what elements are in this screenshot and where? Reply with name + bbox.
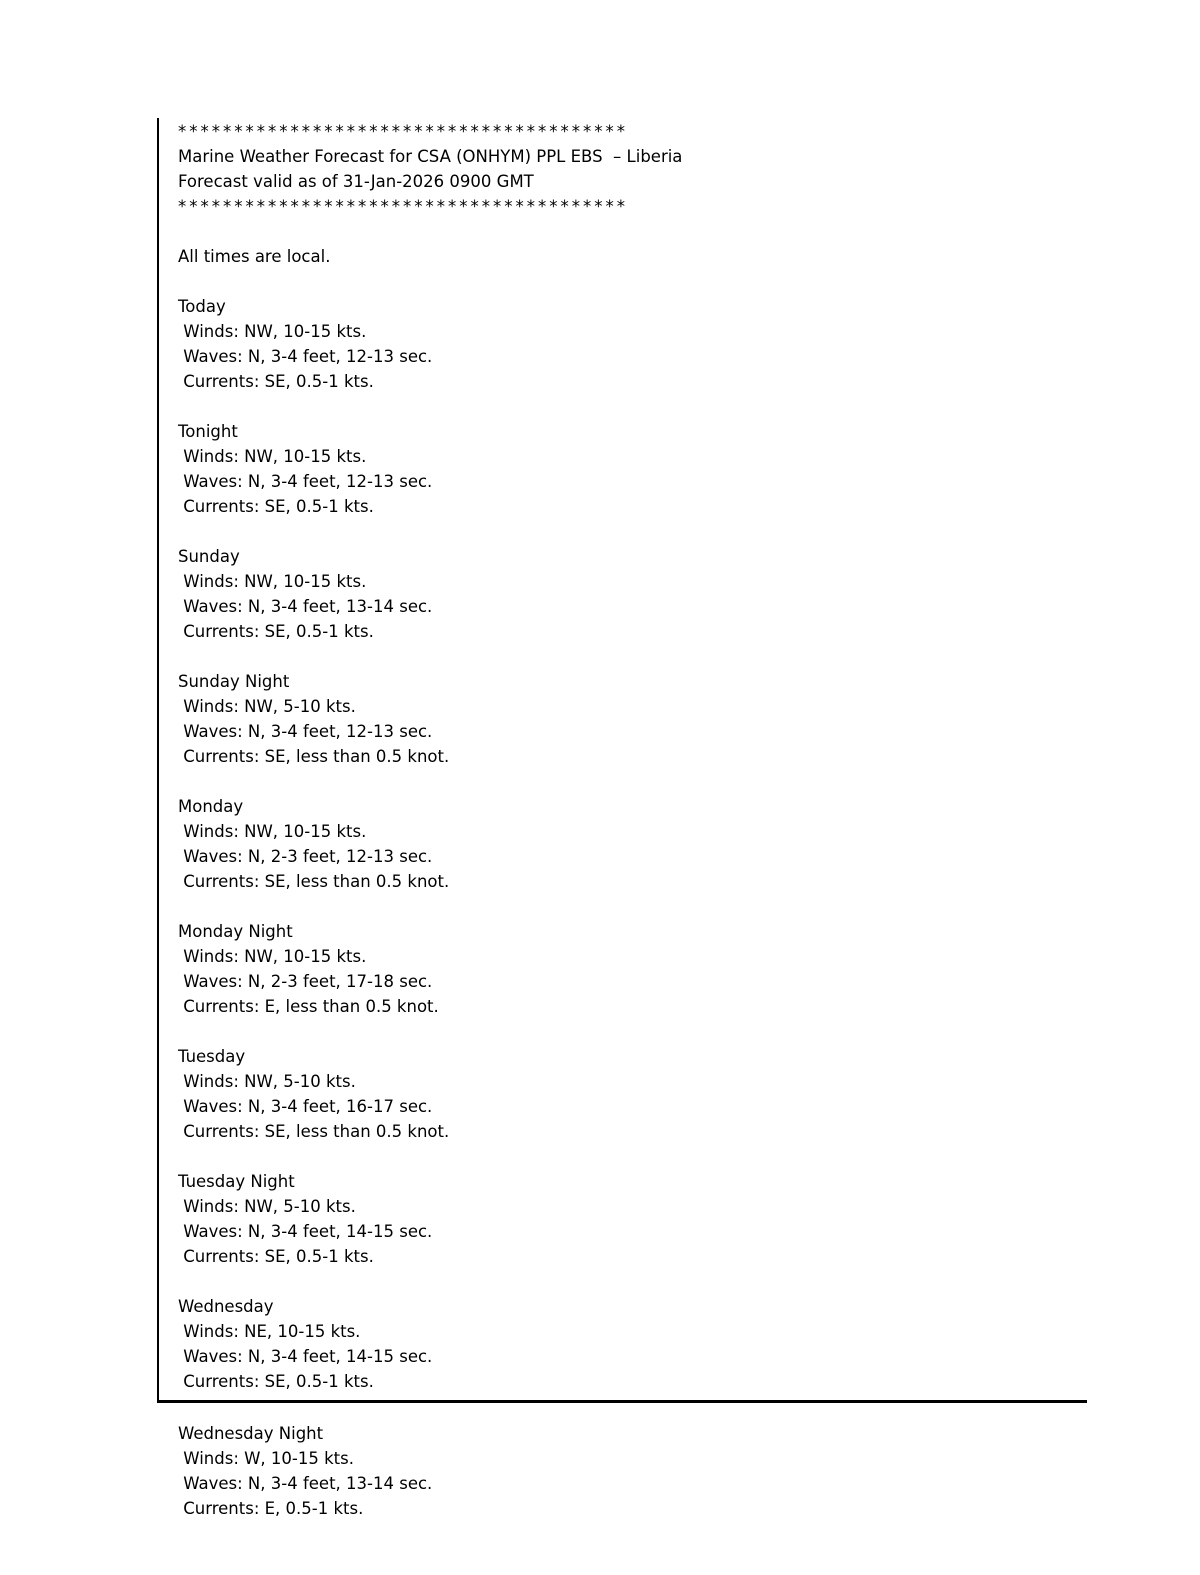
forecast-section-sunday: [178, 544, 1087, 644]
forecast-section-tuesday: [178, 1044, 1087, 1144]
section-line-waves: Waves: N, 3-4 feet, 14-15 sec.: [178, 1347, 433, 1366]
section-line-winds: Winds: NW, 5-10 kts.: [178, 697, 356, 716]
section-heading: Tuesday: [178, 1047, 246, 1066]
section-line-currents: Currents: SE, 0.5-1 kts.: [178, 622, 374, 641]
section-line-currents: Currents: E, less than 0.5 knot.: [178, 997, 439, 1016]
section-line-waves: Waves: N, 3-4 feet, 12-13 sec.: [178, 347, 433, 366]
section-heading: Tonight: [178, 422, 238, 441]
forecast-section-wednesday-night: [178, 1421, 432, 1521]
header-block: [178, 119, 1087, 219]
section-heading: Wednesday: [178, 1297, 274, 1316]
section-line-winds: Winds: NW, 10-15 kts.: [178, 322, 367, 341]
section-heading: Sunday: [178, 547, 240, 566]
section-line-winds: Winds: NE, 10-15 kts.: [178, 1322, 361, 1341]
section-line-winds: Winds: NW, 10-15 kts.: [178, 947, 367, 966]
section-line-currents: Currents: SE, less than 0.5 knot.: [178, 872, 450, 891]
section-line-waves: Waves: N, 3-4 feet, 12-13 sec.: [178, 722, 433, 741]
forecast-section-tuesday-night: [178, 1169, 1087, 1269]
section-line-winds: Winds: NW, 10-15 kts.: [178, 822, 367, 841]
section-line-waves: Waves: N, 3-4 feet, 12-13 sec.: [178, 472, 433, 491]
section-heading: Wednesday Night: [178, 1424, 324, 1443]
title-line-1: Marine Weather Forecast for CSA (ONHYM) PPL EBS – Liberia: [178, 147, 683, 166]
forecast-section-today: [178, 294, 1087, 394]
title-line-2: Forecast valid as of 31-Jan-2026 0900 GMT: [178, 172, 534, 191]
section-heading: Monday Night: [178, 922, 293, 941]
section-line-currents: Currents: SE, 0.5-1 kts.: [178, 497, 374, 516]
section-line-winds: Winds: NW, 5-10 kts.: [178, 1072, 356, 1091]
section-heading: Tuesday Night: [178, 1172, 295, 1191]
section-heading: Today: [178, 297, 226, 316]
section-line-winds: Winds: NW, 5-10 kts.: [178, 1197, 356, 1216]
forecast-section-wednesday: [178, 1294, 1087, 1394]
section-heading: Sunday Night: [178, 672, 290, 691]
section-line-winds: Winds: W, 10-15 kts.: [178, 1449, 354, 1468]
section-line-waves: Waves: N, 3-4 feet, 13-14 sec.: [178, 597, 433, 616]
section-line-currents: Currents: SE, 0.5-1 kts.: [178, 1247, 374, 1266]
section-line-waves: Waves: N, 3-4 feet, 13-14 sec.: [178, 1474, 433, 1493]
section-line-currents: Currents: SE, less than 0.5 knot.: [178, 1122, 450, 1141]
forecast-section-monday-night: [178, 919, 1087, 1019]
section-line-waves: Waves: N, 2-3 feet, 17-18 sec.: [178, 972, 433, 991]
section-line-currents: Currents: E, 0.5-1 kts.: [178, 1499, 364, 1518]
section-heading: Monday: [178, 797, 244, 816]
section-line-waves: Waves: N, 2-3 feet, 12-13 sec.: [178, 847, 433, 866]
divider-top: ****************************************: [178, 122, 628, 141]
forecast-section-tonight: [178, 419, 1087, 519]
forecast-box: [157, 118, 1087, 1403]
section-line-waves: Waves: N, 3-4 feet, 14-15 sec.: [178, 1222, 433, 1241]
times-note: All times are local.: [178, 247, 331, 266]
section-line-winds: Winds: NW, 10-15 kts.: [178, 572, 367, 591]
section-line-currents: Currents: SE, 0.5-1 kts.: [178, 1372, 374, 1391]
section-line-currents: Currents: SE, 0.5-1 kts.: [178, 372, 374, 391]
divider-bottom: ****************************************: [178, 197, 628, 216]
section-line-winds: Winds: NW, 10-15 kts.: [178, 447, 367, 466]
forecast-section-monday: [178, 794, 1087, 894]
section-line-currents: Currents: SE, less than 0.5 knot.: [178, 747, 450, 766]
forecast-section-sunday-night: [178, 669, 1087, 769]
section-line-waves: Waves: N, 3-4 feet, 16-17 sec.: [178, 1097, 433, 1116]
